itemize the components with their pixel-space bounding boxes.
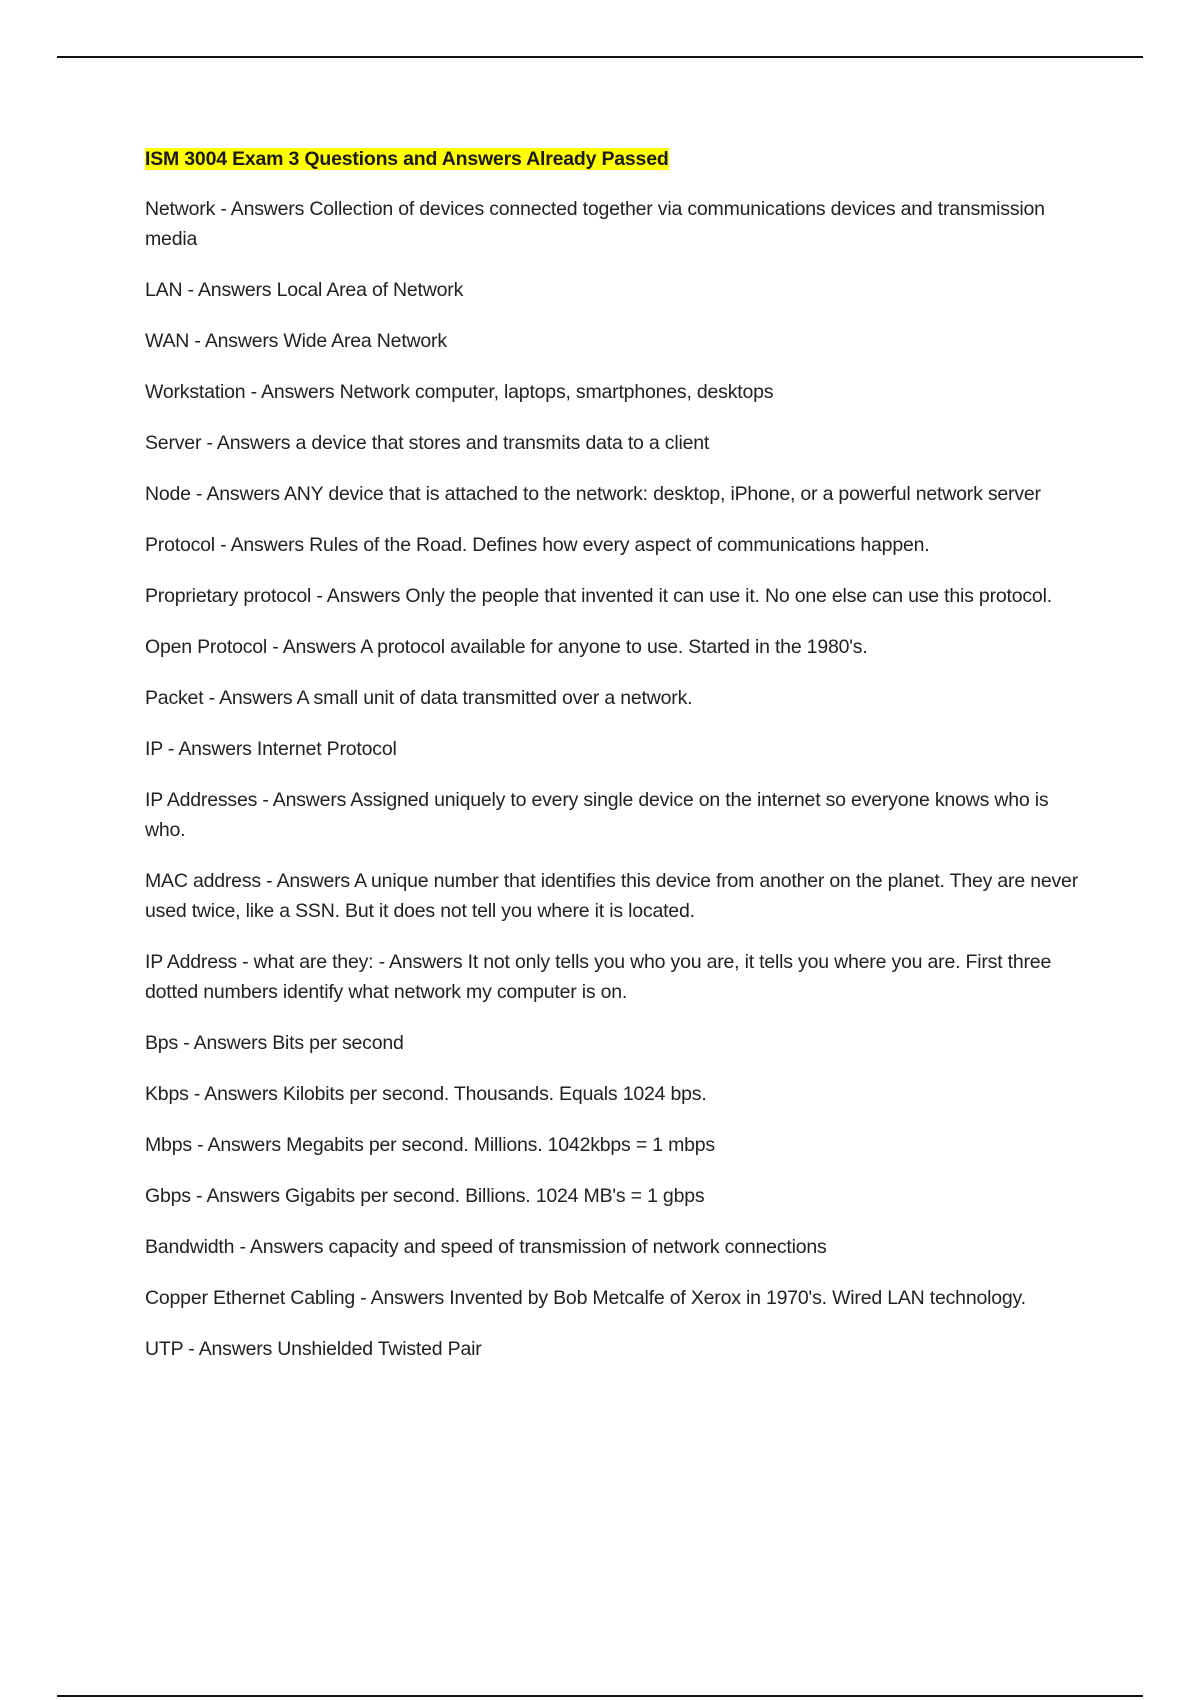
qa-entry: Network - Answers Collection of devices connected together via communications devices and transmission media: [145, 198, 1045, 250]
qa-entry: Bps - Answers Bits per second: [145, 1032, 404, 1054]
footer-rule: [57, 1695, 1143, 1697]
qa-entry: Open Protocol - Answers A protocol available for anyone to use. Started in the 1980's.: [145, 636, 868, 658]
qa-entry: LAN - Answers Local Area of Network: [145, 279, 464, 301]
qa-entry: IP Address - what are they: - Answers It not only tells you who you are, it tells you where you are. First three dotted numbers identify what network my computer is on.: [145, 951, 1052, 1003]
qa-entry: Bandwidth - Answers capacity and speed of transmission of network connections: [145, 1236, 827, 1258]
qa-entry: IP - Answers Internet Protocol: [145, 738, 397, 760]
qa-entry: Mbps - Answers Megabits per second. Millions. 1042kbps = 1 mbps: [145, 1134, 715, 1156]
qa-entry: UTP - Answers Unshielded Twisted Pair: [145, 1338, 482, 1360]
title-container: [145, 144, 1090, 174]
document-content: [145, 144, 1090, 1385]
document-title: ISM 3004 Exam 3 Questions and Answers Already Passed: [145, 148, 669, 170]
qa-entry: Packet - Answers A small unit of data transmitted over a network.: [145, 687, 693, 709]
qa-entry: MAC address - Answers A unique number that identifies this device from another on the planet. They are never used twice, like a SSN. But it does not tell you where it is located.: [145, 870, 1078, 922]
qa-entry: Node - Answers ANY device that is attached to the network: desktop, iPhone, or a powerful network server: [145, 483, 1041, 505]
qa-entry: Kbps - Answers Kilobits per second. Thousands. Equals 1024 bps.: [145, 1083, 707, 1105]
qa-entry: Copper Ethernet Cabling - Answers Invented by Bob Metcalfe of Xerox in 1970's. Wired LAN technology.: [145, 1287, 1026, 1309]
qa-entry: Server - Answers a device that stores and transmits data to a client: [145, 432, 710, 454]
qa-entry: WAN - Answers Wide Area Network: [145, 330, 447, 352]
qa-entry: Workstation - Answers Network computer, laptops, smartphones, desktops: [145, 381, 774, 403]
qa-entry: Proprietary protocol - Answers Only the people that invented it can use it. No one else can use this protocol.: [145, 585, 1052, 607]
qa-entry: Gbps - Answers Gigabits per second. Billions. 1024 MB's = 1 gbps: [145, 1185, 705, 1207]
header-rule: [57, 56, 1143, 58]
qa-entry: Protocol - Answers Rules of the Road. Defines how every aspect of communications happen.: [145, 534, 930, 556]
qa-entry: IP Addresses - Answers Assigned uniquely to every single device on the internet so everyone knows who is who.: [145, 789, 1049, 841]
